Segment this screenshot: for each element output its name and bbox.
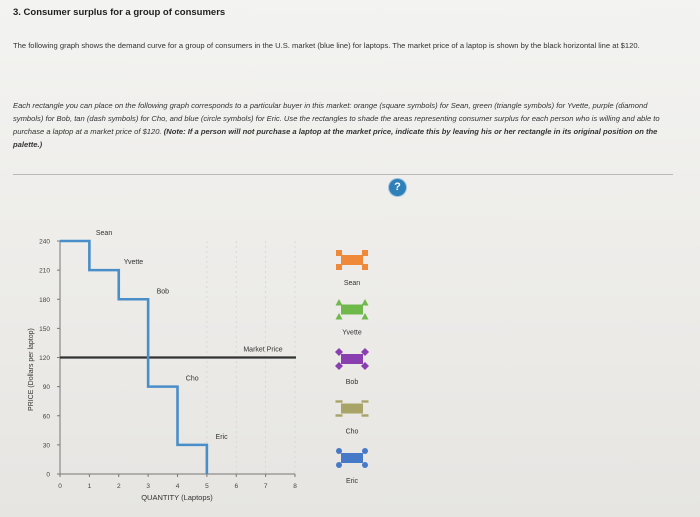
x-tick-label: 0 [58,483,62,490]
palette-handle-circle-icon[interactable] [362,448,368,454]
palette-label-bob: Bob [345,379,359,386]
palette-bob-rectangle[interactable] [335,348,369,386]
palette-handle-triangle-icon[interactable] [336,299,343,306]
palette-handle-triangle-icon[interactable] [362,299,369,306]
question-title: 3. Consumer surplus for a group of consumers [13,7,226,18]
y-tick-label: 60 [42,413,50,421]
palette-handle-circle-icon[interactable] [362,462,368,468]
palette-handle-circle-icon[interactable] [336,448,342,454]
palette-label-eric: Eric [345,478,359,485]
palette-handle-dash-icon[interactable] [362,400,369,402]
palette-swatch [341,453,363,463]
palette-handle-square-icon[interactable] [362,264,368,270]
palette-swatch [341,354,363,364]
palette-label-sean: Sean [343,280,361,287]
palette-cho-rectangle[interactable] [336,400,369,435]
x-tick-label: 7 [263,483,268,490]
buyer-label-sean: Sean [95,230,113,237]
buyer-label-cho: Cho [185,375,199,383]
palette-label-yvette: Yvette [342,329,362,337]
palette-yvette-rectangle[interactable] [336,299,369,337]
y-tick-label: 180 [39,296,50,304]
palette-handle-square-icon[interactable] [336,250,342,256]
palette-handle-dash-icon[interactable] [336,400,343,402]
help-icon[interactable]: ? [389,179,406,196]
palette-handle-circle-icon[interactable] [336,462,342,468]
x-tick-label: 6 [234,483,239,490]
y-tick-label: 30 [42,442,50,450]
palette-swatch [341,255,363,265]
x-tick-label: 5 [205,483,209,490]
x-axis-label: QUANTITY (Laptops) [141,493,213,502]
palette-swatch [341,404,363,414]
x-tick-label: 8 [293,483,297,490]
rectangle-palette [335,250,369,485]
buyer-label-yvette: Yvette [123,259,144,267]
y-axis-label: PRICE (Dollars per laptop) [28,328,35,411]
market-price-label: Market Price [243,346,283,354]
palette-handle-square-icon[interactable] [362,250,368,256]
x-tick-label: 4 [175,483,180,490]
y-ticks [39,239,60,479]
buyer-label-eric: Eric [215,433,228,441]
instructions-note-label: (Note: If a person will not purchase a laptop at the market price, indicate this by leaving his or her rectangle in its original position on the palette.) [13,127,658,149]
palette-handle-dash-icon[interactable] [362,414,369,416]
y-tick-label: 210 [39,267,50,275]
intro-text: The following graph shows the demand curve for a group of consumers in the U.S. market (blue line) for laptops. The market price of a laptop is shown by the black horizontal line at $120. [13,41,640,50]
x-tick-label: 3 [146,483,150,490]
palette-eric-rectangle[interactable] [336,448,368,485]
x-tick-label: 1 [87,483,92,490]
palette-sean-rectangle[interactable] [336,250,368,287]
y-tick-label: 240 [39,238,50,246]
instructions-text: Each rectangle you can place on the following graph corresponds to a particular buyer in this market: orange (square symbols) for Sean, green (triangle symbols) for Yvette, purple (diamond symbols) for Bob, tan (dash symbols) for Cho, and blue (circle symbols) for Eric. Use the rectangles to shade the areas representing consumer surplus for each person who is willing and able to purchase a laptop at a market price of $120. [13,101,660,136]
buyer-label-bob: Bob [156,288,170,296]
buyer-labels [96,230,228,441]
y-tick-label: 120 [39,355,50,362]
x-ticks [58,474,297,490]
y-tick-label: 90 [42,384,50,392]
palette-handle-square-icon[interactable] [336,264,342,270]
palette-label-cho: Cho [345,428,359,436]
x-tick-label: 2 [116,483,121,490]
y-tick-label: 150 [39,325,50,333]
palette-handle-dash-icon[interactable] [336,414,343,416]
y-tick-label: 0 [46,471,50,479]
palette-swatch [341,305,363,315]
